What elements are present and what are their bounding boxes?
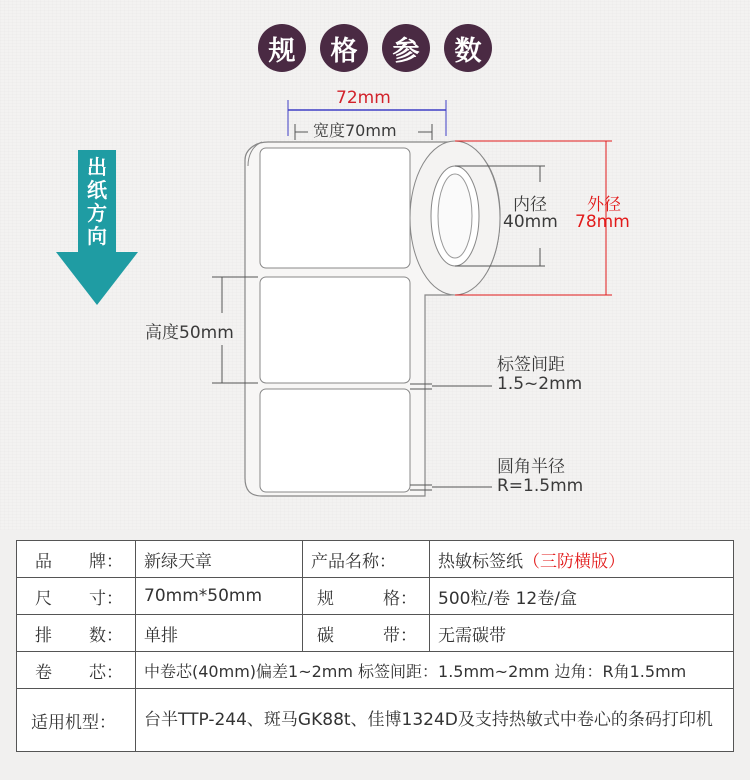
title-char-2: 格 [320, 24, 368, 72]
product-name-value: 热敏标签纸 [438, 551, 523, 572]
inner-diameter-value: 40mm [503, 212, 558, 232]
direction-char-3: 方 [87, 201, 107, 225]
printer-key: 适用机型： [17, 689, 136, 752]
size-value: 70mm*50mm [136, 578, 303, 615]
product-name-variant: （三防横版） [523, 551, 625, 572]
total-width-label: 72mm [336, 88, 391, 108]
corner-value: R=1.5mm [497, 476, 584, 496]
size-key-1: 尺 [35, 588, 52, 609]
width-label: 宽度70mm [313, 121, 397, 140]
direction-char-2: 纸 [87, 178, 107, 202]
table-row [17, 541, 734, 578]
ribbon-key-2: 带： [383, 625, 417, 646]
product-name-key: 产品名称： [303, 541, 430, 578]
outer-diameter-value: 78mm [575, 212, 630, 232]
roll-core-inner [438, 174, 472, 258]
table-row [17, 652, 734, 689]
outer-diameter-label: 外径 [587, 195, 621, 215]
table-row [17, 615, 734, 652]
table-row [17, 689, 734, 752]
size-key-2: 寸： [89, 588, 123, 609]
direction-char-1: 出 [87, 155, 107, 179]
core-key-1: 卷 [35, 662, 52, 683]
label-3 [260, 389, 410, 492]
brand-key-1: 品 [35, 551, 52, 572]
core-key-2: 芯： [89, 662, 123, 683]
height-label: 高度50mm [145, 323, 234, 343]
table-row [17, 578, 734, 615]
core-value: 中卷芯(40mm)偏差1~2mm 标签间距：1.5mm~2mm 边角：R角1.5mm [136, 652, 734, 689]
title-char-4: 数 [444, 24, 492, 72]
spec-value: 500粒/卷 12卷/盒 [430, 578, 734, 615]
printer-value: 台半TTP-244、斑马GK88t、佳博1324D及支持热敏式中卷心的条码打印机 [136, 689, 734, 752]
row-key-2: 数： [89, 625, 123, 646]
ribbon-value: 无需碳带 [430, 615, 734, 652]
row-key-1: 排 [35, 625, 52, 646]
label-2 [260, 277, 410, 383]
row-value: 单排 [136, 615, 303, 652]
spec-table [16, 540, 734, 752]
label-1 [260, 148, 410, 268]
title-char-3: 参 [382, 24, 430, 72]
gap-value: 1.5~2mm [497, 374, 583, 394]
ribbon-key-1: 碳 [317, 625, 334, 646]
spec-key-2: 格： [383, 588, 417, 609]
title-char-1: 规 [258, 24, 306, 72]
brand-key-2: 牌： [89, 551, 123, 572]
corner-label: 圆角半径 [497, 457, 565, 477]
direction-char-4: 向 [87, 224, 107, 248]
gap-label: 标签间距 [497, 355, 565, 375]
spec-key-1: 规 [317, 588, 334, 609]
brand-value: 新绿天章 [136, 541, 303, 578]
inner-diameter-label: 内径 [513, 195, 547, 215]
